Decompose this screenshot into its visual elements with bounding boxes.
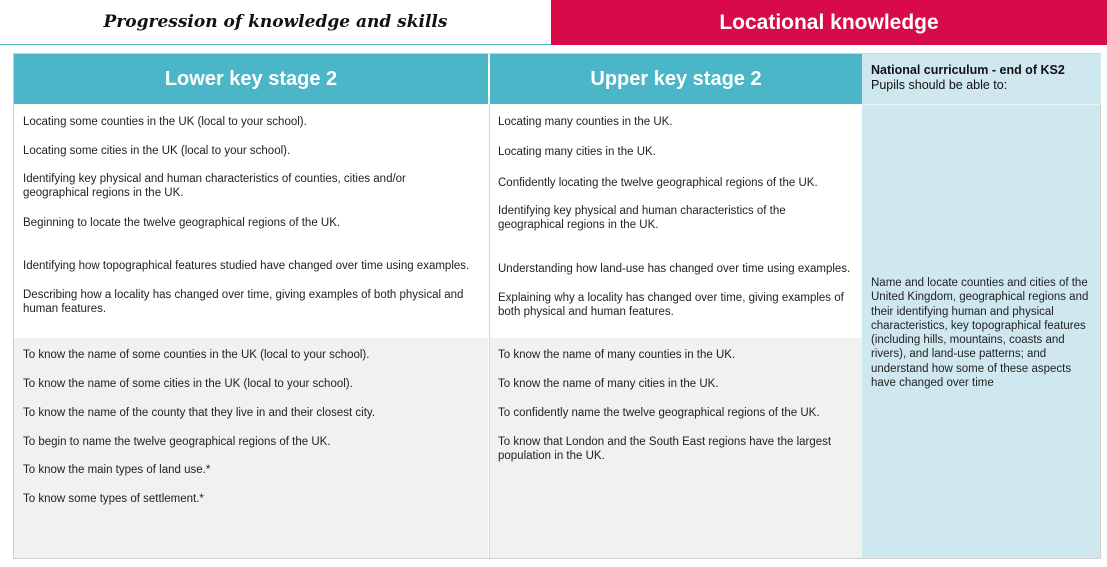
list-item: To know that London and the South East regions have the largest population in the UK. [498, 436, 832, 462]
list-item: To know the name of some cities in the UK (local to your school). [23, 378, 353, 390]
header-lower-ks2: Lower key stage 2 [14, 54, 488, 104]
list-item: To confidently name the twelve geographical regions of the UK. [498, 407, 820, 419]
list-item: To know the name of the county that they live in and their closest city. [23, 407, 376, 419]
list-item: To begin to name the twelve geographical regions of the UK. [23, 436, 331, 448]
list-item: Understanding how land-use has changed over time using examples. [498, 263, 851, 275]
list-item: Locating many cities in the UK. [498, 146, 656, 158]
list-item: Identifying key physical and human characteristics of counties, cities and/or geographical regions in the UK. [23, 173, 406, 199]
header-upper-ks2: Upper key stage 2 [490, 54, 862, 104]
header-national-curriculum [862, 54, 1101, 104]
list-item: Locating some counties in the UK (local to your school). [23, 116, 307, 128]
progression-table [13, 53, 1101, 559]
lower-knowledge-cell [14, 338, 488, 558]
list-item: Explaining why a locality has changed over time, giving examples of both physical and human features. [498, 292, 844, 318]
banner-right-title: Locational knowledge [551, 0, 1107, 45]
lower-skills-cell [14, 104, 488, 338]
banner-left-title: Progression of knowledge and skills [0, 0, 551, 45]
list-item: To know the name of some counties in the UK (local to your school). [23, 349, 370, 361]
list-item: To know the name of many counties in the UK. [498, 349, 736, 361]
banner [0, 0, 1107, 45]
list-item: Confidently locating the twelve geographical regions of the UK. [498, 177, 818, 189]
list-item: Describing how a locality has changed over time, giving examples of both physical and human features. [23, 289, 464, 315]
national-curriculum-cell [862, 104, 1100, 558]
list-item: To know some types of settlement.* [23, 493, 204, 505]
nc-description: Name and locate counties and cities of the United Kingdom, geographical regions and their identifying human and physical characteristics, key topographical features (including hills, mountains, coasts and rivers), and land-use patterns; and understand how some of these aspects have changed over time [871, 277, 1089, 390]
list-item: Identifying how topographical features studied have changed over time using examples. [23, 260, 470, 272]
upper-knowledge-cell [489, 338, 862, 558]
list-item: To know the main types of land use.* [23, 464, 211, 476]
list-item: Locating some cities in the UK (local to your school). [23, 145, 291, 157]
nc-header-title: National curriculum - end of KS2 [871, 63, 1065, 77]
list-item: Locating many counties in the UK. [498, 116, 673, 128]
list-item: Beginning to locate the twelve geographical regions of the UK. [23, 217, 341, 229]
list-item: Identifying key physical and human characteristics of the geographical regions in the UK. [498, 205, 786, 231]
upper-skills-cell [489, 104, 862, 338]
column-divider [489, 104, 490, 558]
nc-header-subtitle: Pupils should be able to: [871, 78, 1008, 92]
list-item: To know the name of many cities in the UK. [498, 378, 719, 390]
